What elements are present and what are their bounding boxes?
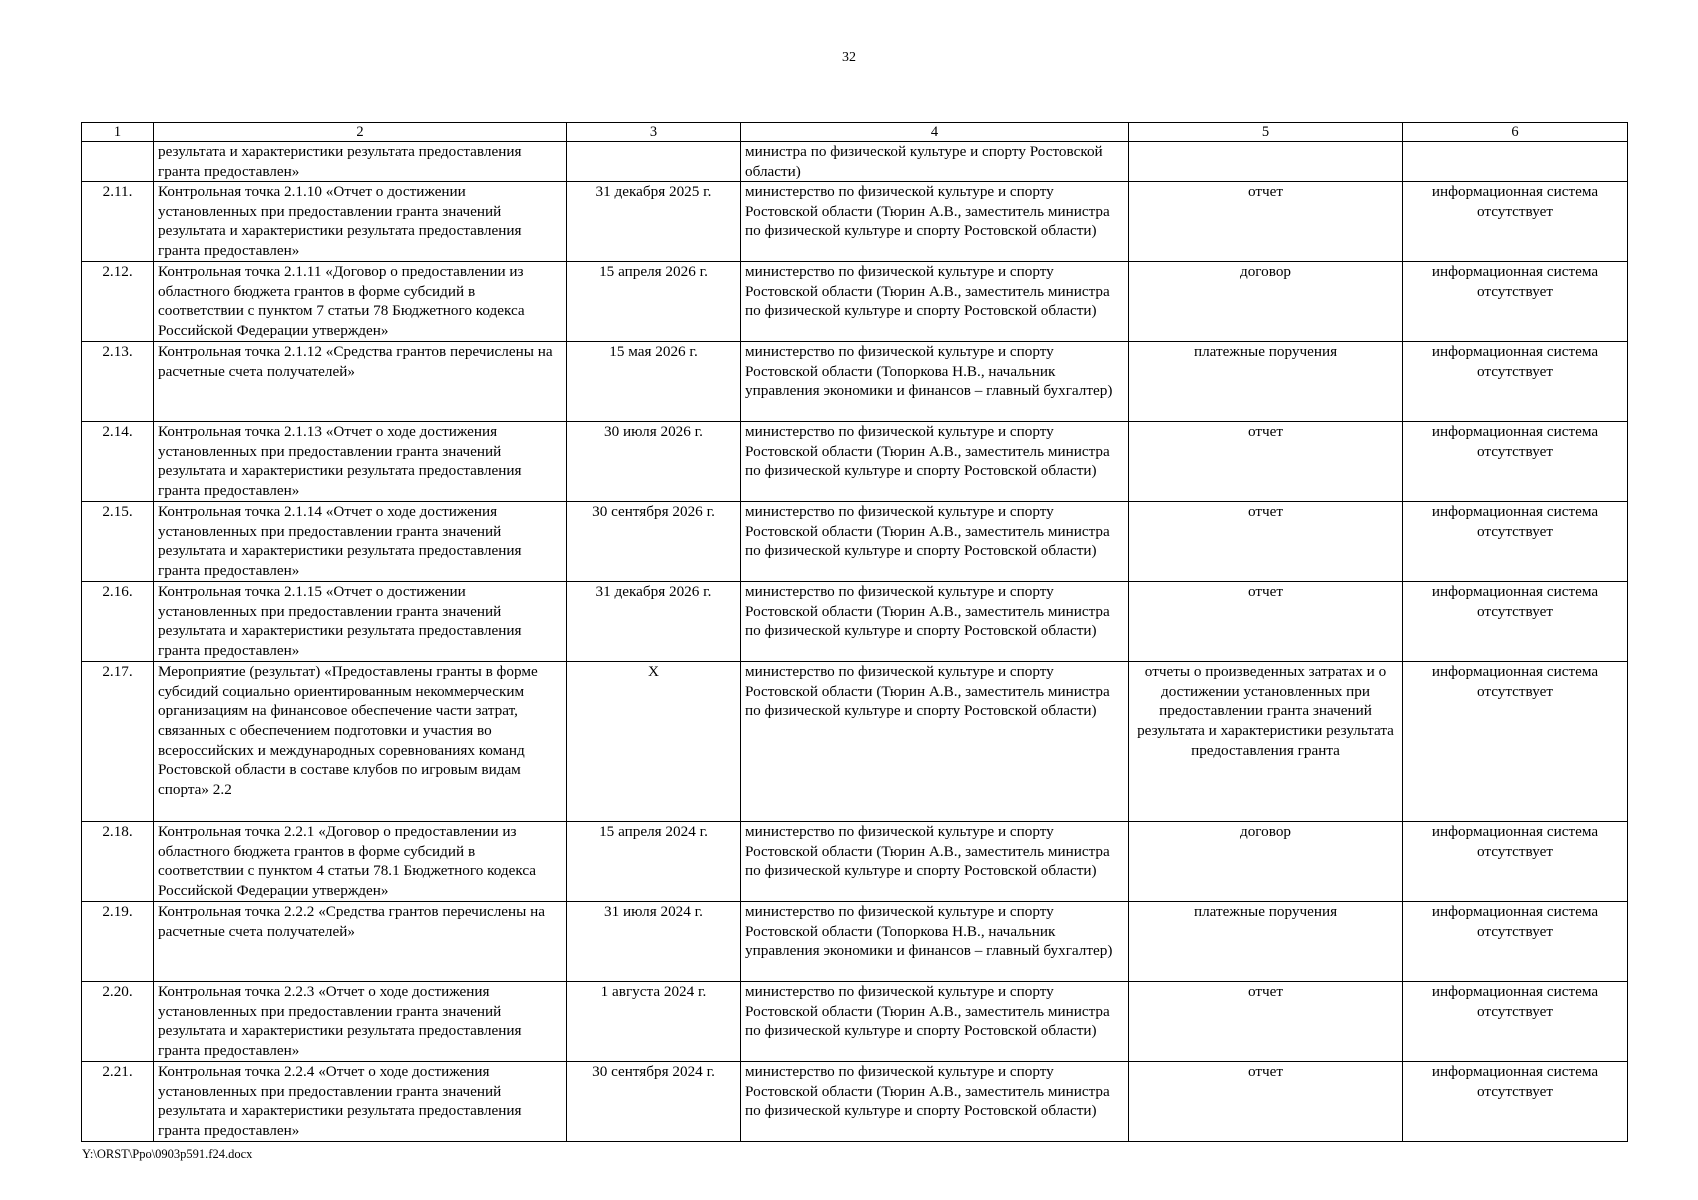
table-row [82,982,1628,1062]
due-date: 1 августа 2024 г. [567,982,741,1062]
row-number: 2.13. [82,342,154,422]
confirming-document: платежные поручения [1129,902,1403,982]
row-number [82,142,154,182]
confirming-document: отчет [1129,182,1403,262]
event-name: Контрольная точка 2.1.11 «Договор о предоставлении из областного бюджета грантов в форме субсидий в соответствии с пунктом 7 статьи 78 Бюджетного кодекса Российской Федерации утвержден» [154,262,567,342]
column-number-6: 6 [1403,123,1628,142]
due-date: 30 сентября 2026 г. [567,502,741,582]
confirming-document: платежные поручения [1129,342,1403,422]
column-number-2: 2 [154,123,567,142]
column-number-4: 4 [741,123,1129,142]
responsible-executor: министра по физической культуре и спорту Ростовской области) [741,142,1129,182]
row-number: 2.20. [82,982,154,1062]
information-system: информационная система отсутствует [1403,342,1628,422]
column-number-5: 5 [1129,123,1403,142]
table-row [82,422,1628,502]
confirming-document: отчет [1129,1062,1403,1142]
row-number: 2.21. [82,1062,154,1142]
responsible-executor: министерство по физической культуре и спорту Ростовской области (Тюрин А.В., заместитель министра по физической культуре и спорту Ростовской области) [741,502,1129,582]
event-name: Контрольная точка 2.1.12 «Средства грантов перечислены на расчетные счета получателей» [154,342,567,422]
event-name: результата и характеристики результата предоставления гранта предоставлен» [154,142,567,182]
row-number: 2.19. [82,902,154,982]
responsible-executor: министерство по физической культуре и спорту Ростовской области (Тюрин А.В., заместитель министра по физической культуре и спорту Ростовской области) [741,982,1129,1062]
table-row [82,142,1628,182]
responsible-executor: министерство по физической культуре и спорту Ростовской области (Тюрин А.В., заместитель министра по физической культуре и спорту Ростовской области) [741,1062,1129,1142]
due-date: 15 мая 2026 г. [567,342,741,422]
row-number: 2.18. [82,822,154,902]
table-row [82,502,1628,582]
confirming-document: отчет [1129,502,1403,582]
due-date: 15 апреля 2026 г. [567,262,741,342]
document-file-path: Y:\ORST\Ppo\0903p591.f24.docx [82,1147,253,1161]
information-system: информационная система отсутствует [1403,182,1628,262]
confirming-document: отчет [1129,982,1403,1062]
due-date: 30 сентября 2024 г. [567,1062,741,1142]
event-name: Контрольная точка 2.1.14 «Отчет о ходе достижения установленных при предоставлении гранта значений результата и характеристики результата предоставления гранта предоставлен» [154,502,567,582]
table-header-row [82,123,1628,142]
responsible-executor: министерство по физической культуре и спорту Ростовской области (Тюрин А.В., заместитель министра по физической культуре и спорту Ростовской области) [741,262,1129,342]
row-number: 2.15. [82,502,154,582]
information-system: информационная система отсутствует [1403,822,1628,902]
table-row [82,822,1628,902]
event-name: Контрольная точка 2.2.1 «Договор о предоставлении из областного бюджета грантов в форме субсидий в соответствии с пунктом 4 статьи 78.1 Бюджетного кодекса Российской Федерации утвержден» [154,822,567,902]
responsible-executor: министерство по физической культуре и спорту Ростовской области (Тюрин А.В., заместитель министра по физической культуре и спорту Ростовской области) [741,582,1129,662]
control-points-table [81,122,1628,1142]
information-system: информационная система отсутствует [1403,262,1628,342]
responsible-executor: министерство по физической культуре и спорту Ростовской области (Тюрин А.В., заместитель министра по физической культуре и спорту Ростовской области) [741,822,1129,902]
page-number: 32 [842,50,856,65]
table-row [82,1062,1628,1142]
column-number-3: 3 [567,123,741,142]
column-number-1: 1 [82,123,154,142]
due-date: 31 декабря 2025 г. [567,182,741,262]
row-number: 2.11. [82,182,154,262]
confirming-document [1129,142,1403,182]
confirming-document: отчет [1129,582,1403,662]
responsible-executor: министерство по физической культуре и спорту Ростовской области (Топоркова Н.В., начальник управления экономики и финансов – главный бухгалтер) [741,342,1129,422]
row-number: 2.17. [82,662,154,822]
information-system: информационная система отсутствует [1403,422,1628,502]
event-name: Контрольная точка 2.2.3 «Отчет о ходе достижения установленных при предоставлении гранта значений результата и характеристики результата предоставления гранта предоставлен» [154,982,567,1062]
information-system: информационная система отсутствует [1403,1062,1628,1142]
row-number: 2.14. [82,422,154,502]
table-row [82,342,1628,422]
row-number: 2.12. [82,262,154,342]
confirming-document: договор [1129,822,1403,902]
table-row [82,182,1628,262]
confirming-document: договор [1129,262,1403,342]
row-number: 2.16. [82,582,154,662]
confirming-document: отчеты о произведенных затратах и о достижении установленных при предоставлении гранта значений результата и характеристики результата предоставления гранта [1129,662,1403,822]
table-row [82,262,1628,342]
information-system: информационная система отсутствует [1403,982,1628,1062]
table-row [82,582,1628,662]
due-date: 31 декабря 2026 г. [567,582,741,662]
due-date [567,142,741,182]
due-date: 31 июля 2024 г. [567,902,741,982]
event-name: Мероприятие (результат) «Предоставлены гранты в форме субсидий социально ориентированным некоммерческим организациям на финансовое обеспечение части затрат, связанных с обеспечением подготовки и участия во всероссийских и международных соревнованиях команд Ростовской области в составе клубов по игровым видам спорта» 2.2 [154,662,567,822]
responsible-executor: министерство по физической культуре и спорту Ростовской области (Тюрин А.В., заместитель министра по физической культуре и спорту Ростовской области) [741,662,1129,822]
event-name: Контрольная точка 2.2.4 «Отчет о ходе достижения установленных при предоставлении гранта значений результата и характеристики результата предоставления гранта предоставлен» [154,1062,567,1142]
information-system: информационная система отсутствует [1403,902,1628,982]
information-system: информационная система отсутствует [1403,502,1628,582]
event-name: Контрольная точка 2.2.2 «Средства грантов перечислены на расчетные счета получателей» [154,902,567,982]
responsible-executor: министерство по физической культуре и спорту Ростовской области (Тюрин А.В., заместитель министра по физической культуре и спорту Ростовской области) [741,182,1129,262]
event-name: Контрольная точка 2.1.13 «Отчет о ходе достижения установленных при предоставлении гранта значений результата и характеристики результата предоставления гранта предоставлен» [154,422,567,502]
table-row [82,662,1628,822]
event-name: Контрольная точка 2.1.15 «Отчет о достижении установленных при предоставлении гранта значений результата и характеристики результата предоставления гранта предоставлен» [154,582,567,662]
event-name: Контрольная точка 2.1.10 «Отчет о достижении установленных при предоставлении гранта значений результата и характеристики результата предоставления гранта предоставлен» [154,182,567,262]
responsible-executor: министерство по физической культуре и спорту Ростовской области (Тюрин А.В., заместитель министра по физической культуре и спорту Ростовской области) [741,422,1129,502]
information-system: информационная система отсутствует [1403,582,1628,662]
due-date: Х [567,662,741,822]
information-system [1403,142,1628,182]
responsible-executor: министерство по физической культуре и спорту Ростовской области (Топоркова Н.В., начальник управления экономики и финансов – главный бухгалтер) [741,902,1129,982]
table-row [82,902,1628,982]
confirming-document: отчет [1129,422,1403,502]
due-date: 15 апреля 2024 г. [567,822,741,902]
information-system: информационная система отсутствует [1403,662,1628,822]
due-date: 30 июля 2026 г. [567,422,741,502]
